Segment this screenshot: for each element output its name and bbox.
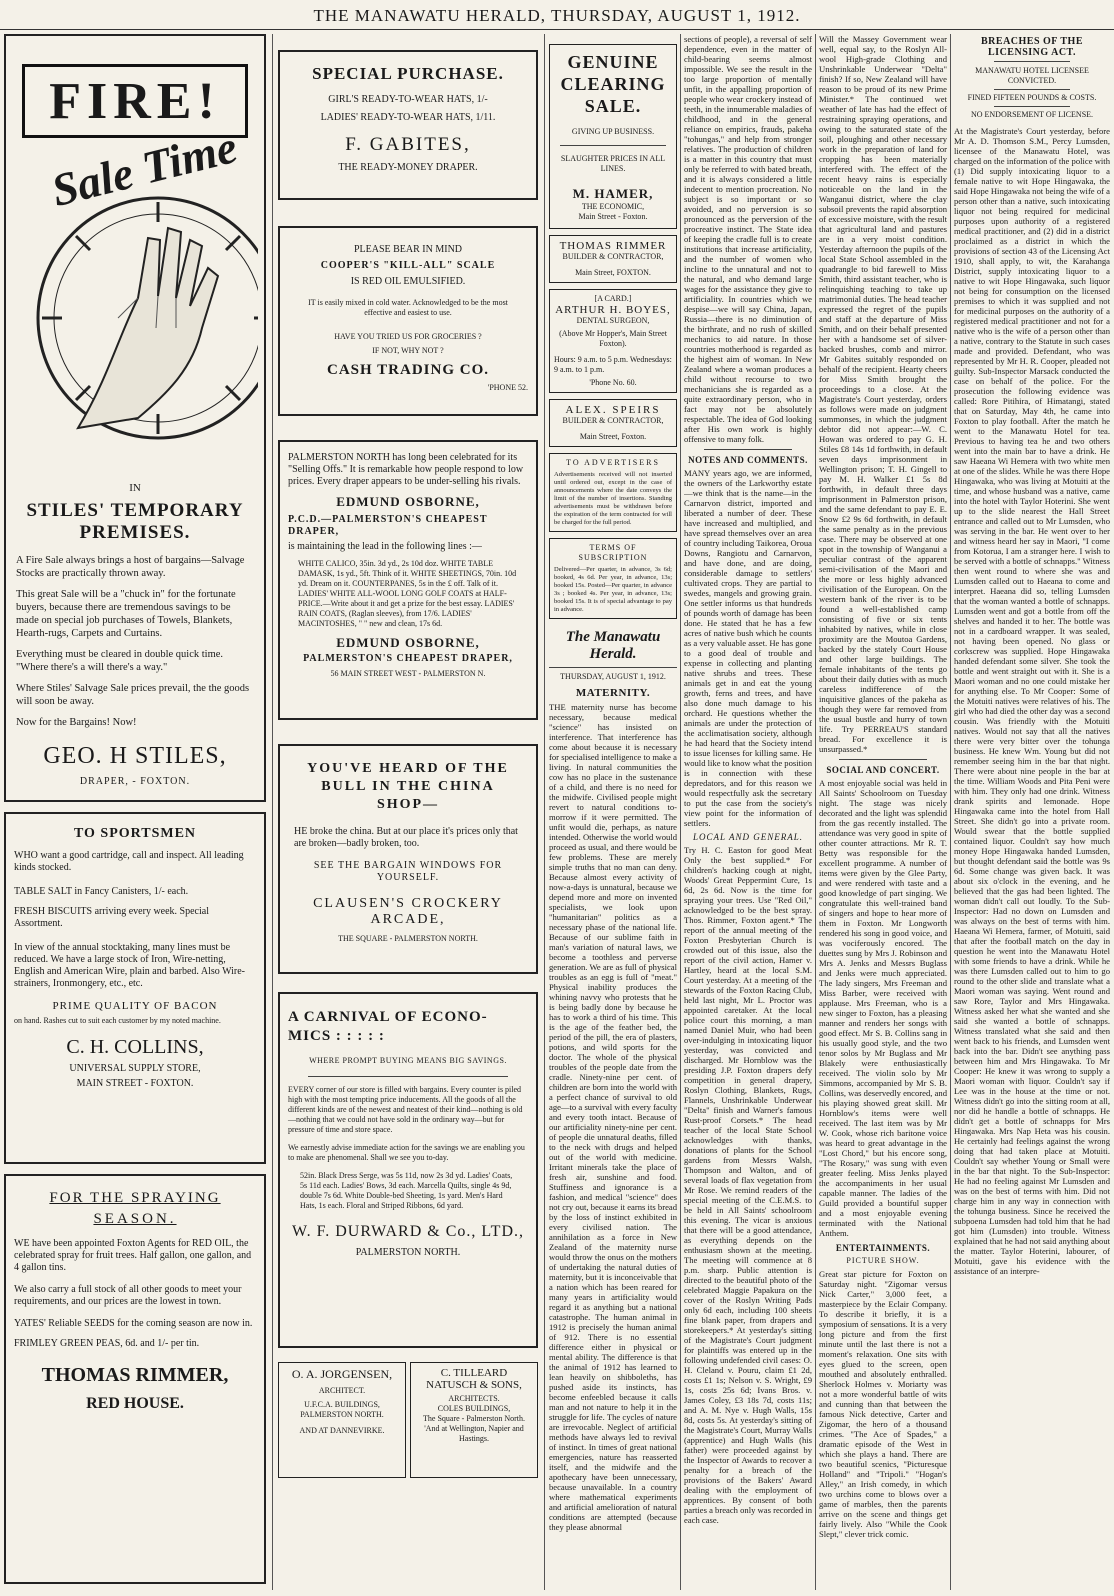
maternity-article: THE maternity nurse has become necessary, because medical "science" has insisted on interference. That interference has come about because it is necessary for specialised intelligence to make a living. In natural communities the cow has no place in the sustenance of a child, and there is no need for the midwife. Civilised people might revert to natural conditions to-morrow if it were permitted. The unfit would die, perhaps, as nature intended. Otherwise the world would proceed as usual, and there would be few problems. These are merely simple truths that no man can deny. Because almost every activity of now-a-days is unnatural, because we depend more and more on invented specialists, we look upon "humanitarian" politics as a necessary phase of the national life. Because of our sublime faith in man's variation of natural laws, we become a toothless and perverse generation. We are as full of physical troubles as an egg is full of "meat." Physical inability produces the whining navvy who protests that he is being badly done by because he has to work a third of his time. This is the age of the feather bed, the period of the pill, the era of plasters, potions, and wild sports for the doctor. The whole of the physical troubles of the people date from the cradle. Ninety-nine per cent. of children are born into the world with a perfect chance of survival to old age—to a survival with every faculty and every tooth intact. Because of our artificiality ninety-nine per cent. of people die unnatural deaths, filled to the neck with drugs and helped out of the world with medicine. Irritant minerals take the place of fresh air, sunshine and food. Stuffiness and ignorance is a fashion, and medical "science" does not cry out, because it earns its bread by the loss of instinct exhibited in every civilised nation. The annihilation as a force in New Zealand of the maternity nurse would throw the onus on the mothers of undertaking the natural duties of maternity, but it is inconceivable that a nation which has been reared for many years in artificiality would regard it as anything but a national catastrophe. The human animal in 1912 is precisely the human animal of 912. There is no essential difference either in physical or mental ability. The difference is that the animal of 1912 has learned to lean heavily on shibboleths, has pushed aside its instincts, has become enfeebled because it calls man and not nature to help it in the struggle for life. The cycles of nature are irrevocable. Neglect of artificial methods have always led to revival of instinct. In times of great national emergencies, nature has reasserted itself, and the midwife and the apothecary have been unnecessary, because unavailable. In a country where mathematical experiments and artificial amelioration of natural conditions are attempted (because they please abnormal: [549, 702, 677, 1532]
osborne-list: WHITE CALICO, 35in. 3d yd., 2s 10d doz. WHITE TABLE DAMASK, 1s yd., 5ft. Think of it. WHITE SHEETINGS, 70in. 10d yd. Dream on it. COUNTERPANES, 5s in the £ off. Talk of it. LADIES' WHITE ALL-WOOL LONG GOLF COATS at HALF-PRICE.—Write about it and get a prize for the best essay. LADIES' RAIN COATS, (Raglan sleeves), from 17/6. LADIES' MACINTOSHES, " " new and clean, 17s 6d.: [298, 559, 517, 628]
rimmer-name: THOMAS RIMMER,: [41, 1364, 229, 1386]
advertisers-text: Advertisements received will not inserted until ordered out, except in the case of announcements where the date conveys the limit of the number of insertions. Standing advertisements must be withdrawn before the expiration of the term contracted for will be charged for the full period.: [554, 471, 672, 526]
slaughter: SLAUGHTER PRICES IN ALL LINES.: [560, 154, 666, 173]
cooper-line: IS RED OIL EMULSIFIED.: [350, 276, 466, 287]
paper-date: THURSDAY, AUGUST 1, 1912.: [560, 672, 666, 681]
stiles-premises-line1: STILES' TEMPORARY: [26, 500, 244, 521]
fire-sale-para: Where Stiles' Salvage Sale prices prevail, the the goods will soon be away.: [16, 683, 250, 707]
genuine-line: GENUINE: [567, 52, 659, 72]
fire-sale-ad: [4, 34, 266, 802]
speirs-name: ALEX. SPEIRS: [565, 404, 661, 416]
tilleard-ad: [410, 1362, 538, 1478]
clausen-name: CLAUSEN'S CROCKERY ARCADE,: [313, 896, 503, 927]
breaches-article: At the Magistrate's Court yesterday, before Mr A. D. Thomson S.M., Percy Lumsden, licensee of the Manawatu Hotel, was charged on the information of the police with (1) Did supply intoxicating liquor to a female native to wit Hope Hingawaka, the said Hope Hingawaka not being the wife of a person other than a native, such intoxicating liquor not being required for medicinal purposes upon authority of a registered medical practitioner, and (2) did in a district proclaimed as a district in which the provisions of section 43 of the Licensing Act 1910, shall apply, to wit, the Karahanga District, supply intoxicating liquor to a native to wit Hope Hingawaka, such liquor not being for consumption on the licensed premises to which it was supplied and not for medicinal purposes on the authority of a registered medical practitioner and not for a native who is the wife of a person other than a native, contrary to the Statute in such cases made and provided. Defendant, who was represented by Mr H. R. Cooper, pleaded not guilty. Sub-Inspector Marsack conducted the case on behalf of the police. For the prosecution the following evidence was called: Rore Pitihira, of Himatangi, stated that on Saturday, May 4th, he came into Foxton to play football. After the match he went to the Manawatu Hotel for tea. Previous to having tea he and two others went into the main bar to have a drink. He saw Haeana Wi Hemera with two white men at one of the slides. While he was there Hope Hingawaka, who was living at Motuiti at the time, and whose husband was a native, came into the hotel with Taylor Hoterini. She went up to the slide nearest the Hall Street entrance and called out to Mr Lumsden, who was serving in the bar. He went over to her and witness heard her say in Maori, "I come from Kotorua, I am a stranger here. I wish to be served with a bottle of schnapps." Witness then went round to where she was and Lumsden called out to Haeana to come and interpret. Haeana did so, telling Lumsden that the woman wanted a bottle of schnapps. Lumsden went and got a bottle from off the shelves and handed it to her. The bottle was not in a cardboard wrapper. It was sealed, not having been opened. No glass or corkscrew was supplied. Hope Hingawaka handed defendant some silver. She took the bottle and went straight out with it. She is a Maori woman and no one could mistake her for anything else. To Mr Cooper: Some of the Motuiti natives were relatives of his. The girl who had died the other day was a second cousin. Was friendly with the Motuiti natives. Would not say that all the natives there were very bitter over the tohunga business. He knew Wm. Young but did not remember seeing him in the bar that night. There were about nine people in the bar at the time. William Woods and Pita Peni were with him. They only had one drink. Witness drank spirits and lemonade. Hope Hingawaka came into the hotel from Hall Street. She didn't go into a private room. Would swear that the bottle supplied contained liquor. Couldn't say how much money Hope Hingawaka handed Lumsden, but thought defendant said the bottle was 9s 6d. Some change was given back. It was about six o'clock in the evening, and he believed that the gas had been lighted. The woman didn't call out loudly. To the Sub-Inspector: Had no down on Lumsden and was always on the best of terms with him. Haeana Wi Hemera, farmer, of Motuiti, said that after the football match on the day in question he went into the Manawatu Hotel with some friends to have a drink. While he was there Lumsden called out to him to go round to the other slide and translate what a Maori woman was saying. Went round and saw Rore, Taylor and Mrs Hingawaka. Witness asked her what she wanted and she said she wanted a bottle of schnapps. Witness translated what she said and then went back to his friends, and Lumsden went back into the bar. Didn't see anything pass between him and Mrs Hingawaka. To Mr Cooper: He knew it was wrong to supply a Maori woman with liquor. Couldn't say if Lee was in the house at the time or not. Witness didn't go into the sitting room at all, nor did he handle a bottle of schnapps. He didn't get a bottle of schnapps for Mrs Hingawaka. Mrs Nap Heta was his cousin. He certainly had feelings against the wrong doing that had taken place at Motuiti. Couldn't say whether Young or Small were in the bar that night. To the Sub-Inspector: He had no feeling against Mr Lumsden and was on the best of terms with him. Did not charge him in any way in connection with the tohunga business. Since he received the subpoena Lumsden had told him that he had got him (Lumsden) into trouble. Witness explained that he had not said anything about the matter. Taylor Hoterini, labourer, of Motuiti, gave his evidence with the assistance of an interpre-: [954, 126, 1110, 1276]
breaches-title: BREACHES OF THE LICENSING ACT.: [981, 36, 1083, 58]
in-label: IN: [129, 482, 141, 494]
divider: [839, 759, 927, 760]
local-continued: Will the Massey Government wear well, equal say, to the Roslyn All-wool High-grade Clothing and Unshrinkable Underwear "Delta" finish? If so, New Zealand will have reason to be proud of its new Prime Minister.* The continued wet weather of late has had the effect of restraining spraying operations, and owing to the saturated state of the soil, ploughing and other necessary work in the preparation of land for cropping has been materially interfered with. The effect of the recent heavy rains is especially noticeable on the land in the Wanganui district, where the clay subsoil prevents the rapid absorption of excessive moisture, with the result that agricultural land and pastures are in a very moist condition. Yesterday afternoon the pupils of the local State School assembled in the quadrangle to bid farewell to Miss Smith, third assistant teacher, who is relinquishing teaching to take up matrimonial duties. The head teacher expressed the regret of the pupils and staff at the departure of Miss Smith, and on their behalf presented her with a handsome set of silver-backed brushes, comb and mirror. Mr Gabites suitably responded on behalf of the recipient. Hearty cheers for Miss Smith brought the proceedings to a close. At the Magistrate's Court yesterday, orders as follows were made on judgment summonses, in which the judgment debtor did not appear:—W. C. Howan was ordered to pay G. H. Stiles £8 14s 1d forthwith, in default seven days imprisonment in Wellington prison; T. H. Gingell to pay M. H. Walker £1 5s 8d forthwith, in default three days imprisonment in Palmerston prison, and the same defendant to pay E. E. Snow £2 9s 6d forthwith, in default the same penalty as in the previous case. There may be observed at one spot in the township of Wanganui a peculiar contrast of the apparent semi-civilisation of the Maori and the more or less highly advanced civilisation of the European. On the western bank of the river is to be found a well-established camp consisting of five or six tents inhabited by natives, while in close proximity are the Moutoa Gardens, backed by the stately Court House and other large buildings. The female inhabitants of the tents go about their daily duties with as much careless indifference of the inquisitive glances of the pakeha as though they were far removed from the usual bustle and hurry of town life. Try PERREAU'S standard bread. For excellence it is unsurpassed.*: [819, 34, 947, 754]
tilleard-line: COLES BUILDINGS,: [437, 1404, 511, 1413]
fire-sale-body: [16, 554, 254, 729]
column-rule: [272, 34, 273, 1590]
column-5: [819, 34, 947, 1590]
maternity-title: MATERNITY.: [575, 687, 651, 699]
sportsmen-ad: [4, 812, 266, 1164]
boyes-name: ARTHUR H. BOYES,: [555, 304, 671, 316]
osborne-para: is maintaining the lead in the following lines :—: [288, 541, 482, 552]
entertainments-sub: PICTURE SHOW.: [846, 1256, 920, 1265]
advertisers-title: TO ADVERTISERS: [566, 458, 660, 467]
cash-trading-name: CASH TRADING CO.: [327, 362, 489, 378]
special-purchase-ad: [278, 50, 538, 200]
osborne-para: PALMERSTON NORTH has long been celebrated for its "Selling Offs." It is remarkable how people respond to low prices. Every draper appears to be under-selling his rivals.: [288, 452, 524, 487]
sale-time-script: Sale Time: [46, 120, 243, 217]
divider: [994, 89, 1070, 90]
bacon-note: on hand. Rashes cut to suit each customer by my noted machine.: [14, 1016, 221, 1025]
hamer-sub: THE ECONOMIC,: [581, 202, 645, 211]
boyes-address: (Above Mr Hopper's, Main Street Foxton).: [559, 329, 667, 348]
carnival-title: A CARNIVAL OF ECONO-MICS : : : : :: [288, 1009, 488, 1044]
stiles-address: DRAPER, - FOXTON.: [79, 776, 191, 787]
paper-title: The Manawatu Herald.: [565, 629, 661, 662]
column-rule: [815, 34, 816, 1590]
sportsmen-para: WHO want a good cartridge, call and inspect. All leading kinds stocked.: [14, 850, 244, 873]
bull-para: SEE THE BARGAIN WINDOWS FOR YOURSELF.: [313, 860, 503, 883]
tilleard-line: 'And at Wellington, Napier and Hastings.: [424, 1424, 524, 1443]
social-title: SOCIAL AND CONCERT.: [826, 765, 940, 775]
entertainments-article: Great star picture for Foxton on Saturday night. "Zigomar versus Nick Carter," 3,000 feet, a masterpiece by the Eclair Company. To describe it briefly, it is a symposium of sensations. It is a very long picture and from the first minute until the last there is not a moment's relaxation. One sits with eyes glued to the screen, open mouthed and absolutely enthralled. Sherlock Holmes v. Moriarty was not a more wonderful battle of wits and cunning than that between the famous Nick detective, Carter and Zigomar, the hero of a thousand crimes. "The Ace of Spades," a dramatic episode of the West in which she plays a hand. There are two beautiful scenics, "Picturesque Holland" and "Tripoli." "Hogan's Alley," an Irish comedy, in which two urchins come to blows over a game of marbles, then the parents arrive on the scene and things get fairly lively. Also "While the Cook Slept," clever trick comic.: [819, 1269, 947, 1539]
masthead: THE MANAWATU HERALD, THURSDAY, AUGUST 1, 1912.: [0, 0, 1114, 30]
gabites-sub: THE READY-MONEY DRAPER.: [338, 162, 478, 173]
divider: [308, 1076, 508, 1077]
fire-sale-para: Now for the Bargains! Now!: [16, 717, 137, 728]
subscription-notice: [549, 538, 677, 619]
collins-store: UNIVERSAL SUPPLY STORE,: [69, 1063, 201, 1074]
spraying-para: YATES' Reliable SEEDS for the coming season are now in.: [14, 1318, 253, 1329]
durward-address: PALMERSTON NORTH.: [355, 1247, 461, 1258]
tilleard-name: C. TILLEARD NATUSCH & SONS,: [426, 1367, 522, 1391]
special-title: SPECIAL PURCHASE.: [312, 64, 504, 83]
cash-trading-phone: 'PHONE 52.: [487, 383, 528, 392]
clock-hand-illustration: [18, 178, 258, 478]
rimmer-builder-ad: [549, 235, 677, 283]
carnival-sub: WHERE PROMPT BUYING MEANS BIG SAVINGS.: [309, 1056, 507, 1065]
entertainments-title: ENTERTAINMENTS.: [835, 1243, 931, 1253]
subscription-text: Delivered—Per quarter, in advance, 3s 6d; booked, 4s 6d. Per year, in advance, 13s; booked 15s. Posted—Per quarter, in advance 3s ; booked 4s. Per year, in advance, 13s; booked 15s. It is of special advantage to pay in advance.: [554, 566, 672, 613]
clausen-ad: [278, 744, 538, 974]
osborne-address: 56 MAIN STREET WEST - PALMERSTON N.: [330, 669, 486, 678]
tilleard-line: ARCHITECTS.: [448, 1394, 500, 1403]
spraying-para: WE have been appointed Foxton Agents for RED OIL, the celebrated spray for fruit trees. Half gallon, one gallon, and 4 gallon tins.: [14, 1238, 252, 1273]
boyes-hours: Hours: 9 a.m. to 5 p.m. Wednesdays: 9 a.m. to 1 p.m.: [554, 355, 672, 374]
genuine-line: CLEARING: [560, 74, 666, 94]
notes-title: NOTES AND COMMENTS.: [688, 455, 808, 465]
spraying-para: FRIMLEY GREEN PEAS, 6d. and 1/- per tin.: [14, 1338, 200, 1349]
osborne-pcd: P.C.D.—PALMERSTON'S CHEAPEST DRAPER,: [288, 514, 488, 537]
maternity-continued: sections of people), a reversal of self dependence, even in the matter of child-bearing seems almost impossible. We see the result in the too large proportion of mentally unfit, in the appalling proportion of people who wear crockery instead of teeth, in the innumerable maladies of childhood, and in the general reliance on empirics, frauds, pakeha "tohungas," and help from stronger relatives. The production of children is a matter in this country that must only be referred to with bated breath, and it is always considered a little indecent to mention procreation. No subject is so important or so avoided, and no perversion is so pronounced as the perversion of the procreative instinct. The State idea of keeping the cradle full is to create institutions that increase artificiality, and the number of women who incline to the unnatural and not to the natural, and who demand large wages for the assistance they give to artificiality. In countries which we despise—we will say China, Japan, Russia—there is no diminution of the birthrate, and no rush of skilled mechanics to aid nature. In those countries motherhood is regarded as the highest aim of woman. In New Zealand where a woman produces a child without recourse to two mechanicians she is regarded as a quite extraordinary person, who in fact may not be absolutely respectable. The idea of God looking after His own work is highly offensive to many folk.: [684, 34, 812, 444]
genuine-line: SALE.: [584, 96, 642, 116]
architects-ads: [278, 1362, 538, 1478]
column-3: [549, 34, 677, 1590]
sportsmen-title: TO SPORTSMEN: [73, 826, 197, 841]
cooper-line: PLEASE BEAR IN MIND: [353, 244, 463, 255]
sportsmen-para: FRESH BISCUITS arriving every week. Special Assortment.: [14, 906, 209, 929]
column-rule: [544, 34, 545, 1590]
hamer-address: Main Street - Foxton.: [578, 212, 648, 221]
column-2: [278, 34, 538, 1590]
gabites-name: F. GABITES,: [345, 134, 471, 155]
special-line: GIRL'S READY-TO-WEAR HATS, 1/-: [328, 94, 488, 105]
bacon-heading: PRIME QUALITY OF BACON: [52, 1000, 218, 1012]
column-6: [954, 34, 1110, 1590]
column-4: [684, 34, 812, 1590]
divider: [994, 61, 1070, 62]
cooper-line: IF NOT, WHY NOT ?: [372, 346, 444, 355]
social-article: A most enjoyable social was held in All Saints' Schoolroom on Tuesday night. The stage was nicely decorated and the light was splendid from the gas recently installed. The attendance was very good in spite of other counter attractions. Mr R. T. Betty was responsible for the excellent programme. A number of items were given by the Glee Party, and were rendered with taste and a good knowledge of part singing. We congratulate this well-trained band of singers and hope to hear more of them in Foxton. Mr Longworth rendered his song in good voice, and was vociferously encored. The duettes sung by Mrs J. Robinson and Mrs A. Jenks and Messrs Buglass and Jenks were much appreciated. The lady singers, Mrs Freeman and Miss Barber, were received with applause. Mrs Freeman, who is a new singer to Foxton, has a pleasing manner and renders her songs with good effect. Mr S. B. Collins sang in his usually good style, and the two tenor solos by Mr Buglass and Mr Blakely were enthusiastically received. The violin solo by Mr Simmons, accompanied by Mr S. B. Collins, was deservedly encored, and his playing showed great skill. Mr Hornblow's items were well received. The last item was by Mr W. Cook, whose rich baritone voice was heard to great advantage in the "Lost Chord," but his encore song, "The Rosary," was sung with even greater feeling. Miss Jenks played the accompaniments in her usual capable manner. The ladies of the Guild provided a bountiful supper and a most enjoyable evening terminated with the National Anthem.: [819, 778, 947, 1238]
hamer-name: M. HAMER,: [572, 186, 654, 201]
clearing-sale-ad: [549, 44, 677, 229]
carnival-para: We earnestly advise immediate action for the savings we are enabling you to make are phenomenal. Shall we see you to-day.: [288, 1143, 525, 1162]
sportsmen-para: In view of the annual stocktaking, many lines must be reduced. We have a large stock of Iron, Wire-netting, English and American Wire, plain and barbed. Also Wire-strainers, Ironmongery, etc., etc.: [14, 942, 245, 989]
durward-ad: [278, 992, 538, 1348]
stiles-premises-line2: PREMISES.: [79, 522, 191, 543]
divider: [549, 667, 677, 668]
sale-time-illustration: [16, 120, 254, 478]
boyes-phone: 'Phone No. 60.: [589, 378, 637, 387]
collins-name: C. H. COLLINS,: [66, 1036, 204, 1058]
jorgensen-name: O. A. JORGENSEN,: [291, 1367, 393, 1381]
carnival-para: EVERY corner of our store is filled with bargains. Every counter is piled high with the most tempting price inducements. All the goods of all the different kinds are of the newest and neatest of their kind—nothing is old—nothing that we could not have sold in the ordinary way—but for pressure of time and store space.: [288, 1085, 523, 1134]
local-article: Try H. C. Easton for good Meat Only the best supplied.* For children's hacking cough at night, Woods' Great Peppermint Cure, 1s 6d, 2s 6d. Now is the time for spraying your trees. Use "Red Oil," acknowledged to be the best spray. Thos. Rimmer, Foxton agent.* The report of the annual meeting of the Foxton Presbyterian Church is crowded out of this issue, also the report of the civil action, Hamer v. Hartley, heard at the local S.M. Court yesterday. At a meeting of the stewards of the Foxton Racing Club, held last night, Mr L. Proctor was appointed caretaker. At the local police court this morning, a man named Daniel Muir, who had been over-indulging in intoxicating liquor yesterday, was convicted and discharged. Mr Hornblow was the presiding J.P. Foxton drapers defy competition in general drapery, Roslyn Clothing, Blankets, Rugs, Flannels, Unshrinkable Underwear "Delta" finish and Warner's famous Rust-proof Corsets.* The head teacher of the local State School acknowledges with thanks, donations of plants for the School gardens from Messrs Walsh, Thompson and Walton, and of several loads of flax vegetation from Mr Rose. We remind readers of the special meeting of the C.E.M.S. to be held in All Saints' schoolroom this evening. The vicar is anxious that there will be a good attendance, as everything depends on the enthusiasm shown at the meeting. The meeting will commence at 8 p.m. sharp. Public attention is directed to the beautiful photo of the celebrated Maggie Papakura on the cover of the Roslyn Writing Pads only 6d each, including 100 sheets fine blank paper, from drapers and storekeepers.* At yesterday's sitting of the Magistrate's Court judgment for plaintiffs was entered up in the following undefended civil cases: O. H. Cleland v. Pouru, claim £1 2d, costs £1 1s; Nelson v. S. Wright, £9 1s, costs 25s 6d; Ivans Bros. v. James Coley, £3 18s 7d, costs 11s; and A. M. Nye v. Hugh Walls, 15s 8d, costs 5s. At yesterday's sitting of the Magistrate's Court, Murray Walls (apprentice) and Hugh Walls (his father) were proceeded against by the Inspector of Awards to recover a penalty for a breach of the provisions of the Bakers' Award dealing with the employment of apprentices. By consent of both parties a breach only was recorded in each case.: [684, 845, 812, 1525]
divider: [560, 145, 666, 146]
spraying-title-2: SEASON.: [93, 1211, 177, 1227]
fire-sale-para: Everything must be cleared in double quick time. "Where there's a will there's a way.": [16, 649, 224, 673]
jorgensen-line: AND AT DANNEVIRKE.: [299, 1426, 385, 1435]
tilleard-line: The Square - Palmerston North.: [423, 1414, 525, 1423]
rimmer-address: Main Street, FOXTON.: [575, 268, 651, 277]
divider: [704, 449, 792, 450]
clausen-address: THE SQUARE - PALMERSTON NORTH.: [338, 934, 478, 943]
fire-title: FIRE!: [49, 72, 221, 130]
boyes-ad: [549, 289, 677, 393]
spraying-para: We also carry a full stock of all other goods to meet your requirements, and our prices are the lowest in town.: [14, 1284, 242, 1307]
speirs-ad: [549, 399, 677, 447]
boyes-sub: DENTAL SURGEON,: [576, 316, 650, 325]
rimmer-name: THOMAS RIMMER: [559, 240, 667, 252]
breaches-sub: MANAWATU HOTEL LICENSEE CONVICTED.: [975, 66, 1089, 85]
subscription-title: TERMS OF SUBSCRIPTION: [578, 543, 648, 562]
jorgensen-line: U.F.C.A. BUILDINGS, PALMERSTON NORTH.: [300, 1400, 384, 1419]
osborne-sub: PALMERSTON'S CHEAPEST DRAPER,: [303, 653, 513, 664]
card-label: [A CARD.]: [594, 294, 632, 303]
jorgensen-ad: [278, 1362, 406, 1478]
breaches-sub: NO ENDORSEMENT OF LICENSE.: [970, 110, 1094, 119]
fire-sale-para: A Fire Sale always brings a host of bargains—Salvage Stocks are practically thrown away.: [16, 555, 245, 579]
speirs-address: Main Street, Foxton.: [579, 432, 647, 441]
rimmer-sub: BUILDER & CONTRACTOR,: [562, 252, 664, 261]
spraying-title-1: FOR THE SPRAYING: [49, 1190, 221, 1206]
local-title: LOCAL AND GENERAL.: [693, 832, 803, 842]
column-rule: [680, 34, 681, 1590]
special-line: LADIES' READY-TO-WEAR HATS, 1/11.: [320, 112, 496, 123]
column-1: [4, 34, 266, 1590]
carnival-list: 52in. Black Dress Serge, was 5s 11d, now 2s 3d yd. Ladies' Coats, 5s 11d each. Ladies' Bows, 3d each. Marcella Quilts, single 4s 9d, double 7s 6d. White Double-bed Sheeting, 1s yard. Men's Hard Hats, 1s each. Floral and Striped Ribbons, 6d yard.: [300, 1171, 513, 1210]
notes-article: MANY years ago, we are informed, the owners of the Larkworthy estate—we think that is the name—in the Carnarvon district, imported and liberated a number of deer. These have increased and multiplied, and have spread themselves over an area of country including Taikorea, Oroua Downs, Rangiotu and Carnarvon, and have done, and are doing, considerable damage to settlers' cultivated crops. They are partial to swedes, mangels and growing grain. One settler informs us that hundreds of pounds worth of damage has been done. He stated that he has a few acres of native bush which he counts as a very valuable asset. He has gone to a good deal of trouble and expense in collecting and planting native shrubs and trees. These animals get in and eat the young growth, ferns and trees, and have also done much damage to his orchard. He questions whether the animals are under the protection of the acclimatisation society, although he had heard that the Society intend to issue licenses for killing same. He would like to know what the position is in connection with these depredators, and for this reason we would respectfully ask the secretary to put the case from the society's view point for the information of settlers.: [684, 468, 812, 828]
collins-address: MAIN STREET - FOXTON.: [76, 1078, 194, 1089]
durward-name: W. F. DURWARD & Co., LTD.,: [291, 1223, 524, 1240]
osborne-name: EDMUND OSBORNE,: [336, 494, 480, 509]
spraying-ad: [4, 1174, 266, 1584]
coopers-cash-ad: [278, 226, 538, 416]
osborne-name: EDMUND OSBORNE,: [336, 635, 480, 650]
divider: [994, 106, 1070, 107]
advertisers-notice: [549, 453, 677, 532]
fire-sale-para: This great Sale will be a "chuck in" for the fortunate buyers, because there are tremendous savings to be made on special job purchases of Towels, Blankets, Hearth-rugs, Carpets and Curtains.: [16, 589, 236, 639]
column-rule: [950, 34, 951, 1590]
speirs-sub: BUILDER & CONTRACTOR,: [562, 416, 664, 425]
giving-up: GIVING UP BUSINESS.: [571, 127, 655, 136]
bull-title: YOU'VE HEARD OF THE BULL IN THE CHINA SHOP—: [307, 761, 509, 812]
breaches-sub: FINED FIFTEEN POUNDS & COSTS.: [967, 93, 1097, 102]
cooper-line: IT is easily mixed in cold water. Acknowledged to be the most effective and easiest to use.: [308, 298, 508, 317]
jorgensen-line: ARCHITECT.: [318, 1386, 366, 1395]
osborne-ad: [278, 440, 538, 720]
stiles-name: GEO. H STILES,: [43, 743, 227, 769]
rimmer-address: RED HOUSE.: [86, 1395, 184, 1412]
bull-para: HE broke the china. But at our place it's prices only that are broken—badly broken, too.: [294, 826, 518, 849]
sportsmen-para: TABLE SALT in Fancy Canisters, 1/- each.: [14, 886, 189, 897]
cooper-line: COOPER'S "KILL-ALL" SCALE: [320, 260, 496, 271]
cooper-line: HAVE YOU TRIED US FOR GROCERIES ?: [334, 332, 482, 341]
